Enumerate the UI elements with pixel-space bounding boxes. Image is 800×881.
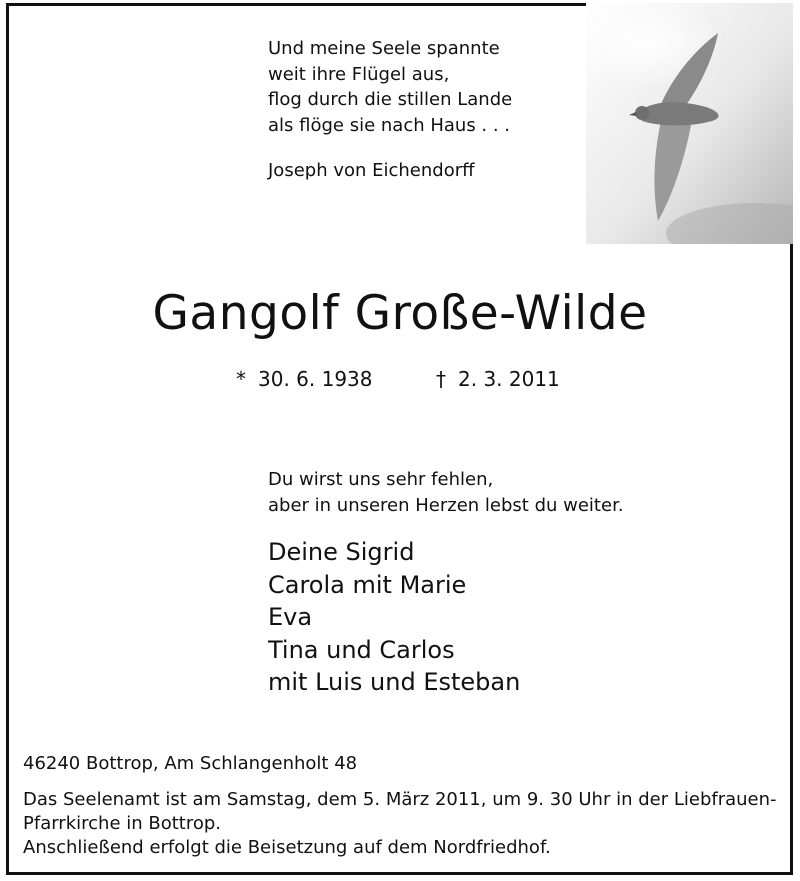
flying-seagull-photo-icon [586, 3, 793, 244]
family-address: 46240 Bottrop, Am Schlangenholt 48 [23, 753, 358, 774]
poem [268, 36, 512, 138]
birth-symbol: * [236, 367, 246, 391]
mourner-name: Tina und Carlos [268, 635, 455, 664]
notice-line: Pfarrkirche in Bottrop. [23, 813, 222, 834]
cross-icon: † [436, 367, 446, 391]
funeral-notice [23, 788, 783, 860]
mourners-list [268, 536, 520, 699]
mourner-name: Eva [268, 603, 313, 631]
death-date-value: 2. 3. 2011 [458, 367, 560, 391]
poem-line: flog durch die stillen Lande [268, 89, 513, 110]
poem-line: als flöge sie nach Haus . . . [268, 114, 511, 136]
message-line: Du wirst uns sehr fehlen, [268, 469, 494, 490]
poem-author: Joseph von Eichendorff [268, 160, 475, 181]
deceased-name: Gangolf Große-Wilde [152, 286, 648, 341]
mourner-name: mit Luis und Esteban [268, 668, 521, 696]
birth-date [236, 367, 373, 391]
death-date [436, 367, 560, 391]
birth-date-value: 30. 6. 1938 [258, 367, 373, 391]
farewell-message [268, 467, 624, 518]
notice-line: Anschließend erfolgt die Beisetzung auf dem Nordfriedhof. [23, 837, 551, 858]
mourner-name: Carola mit Marie [268, 570, 467, 599]
notice-line: Das Seelenamt ist am Samstag, dem 5. März 2011, um 9. 30 Uhr in der Liebfrauen- [23, 789, 777, 810]
seagull-image [586, 3, 793, 244]
poem-line: Und meine Seele spannte [268, 38, 500, 59]
poem-line: weit ihre Flügel aus, [268, 63, 450, 85]
mourner-name: Deine Sigrid [268, 538, 415, 566]
message-line: aber in unseren Herzen lebst du weiter. [268, 494, 624, 516]
